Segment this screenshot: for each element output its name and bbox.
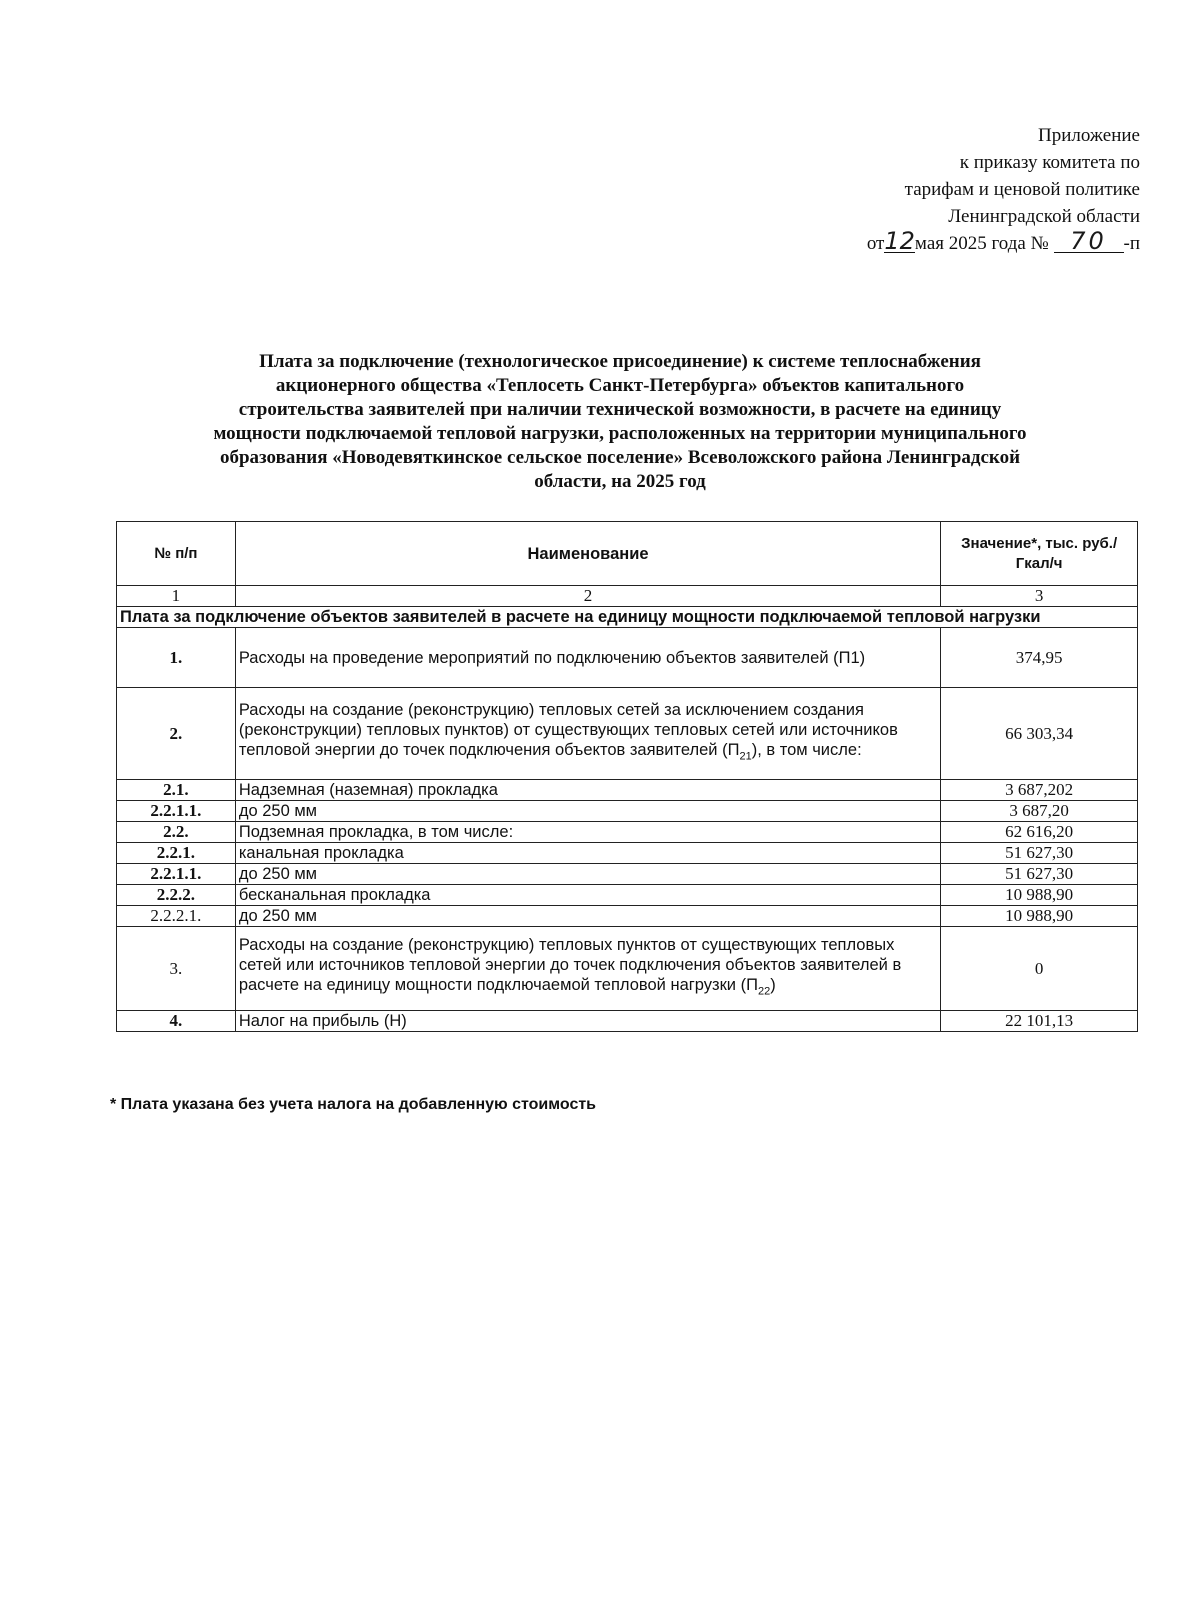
row-name [235,927,940,1011]
header-num: № п/п [117,522,236,586]
index-col-3: 3 [941,586,1138,607]
title-line-6: области, на 2025 год [534,471,706,492]
section-title: Плата за подключение объектов заявителей в расчете на единицу мощности подключаемой тепловой нагрузки [117,607,1138,628]
row-value: 62 616,20 [941,822,1138,843]
table-row [117,927,1138,1011]
table-row [117,843,1138,864]
row-name: до 250 мм [235,801,940,822]
appendix-line-4: Ленинградской области [948,206,1140,227]
appendix-order-line [866,227,1140,257]
row-num: 2.2.2.1. [117,906,236,927]
table-row [117,906,1138,927]
row-num: 2.2.1.1. [117,801,236,822]
header-row [117,522,1138,586]
table-row [117,1011,1138,1032]
row-name: Налог на прибыль (Н) [235,1011,940,1032]
title-line-2: акционерного общества «Теплосеть Санкт-Петербурга» объектов капитального [275,375,965,396]
appendix-line-2: к приказу комитета по [959,152,1140,173]
row-name-subscript: 21 [739,750,752,763]
row-name-text: Расходы на создание (реконструкцию) тепловых пунктов от существующих тепловых сетей или источников тепловой энергии до точек подключения объектов заявителей в расчете на единицу мощности подключаемой тепловой нагрузки (П [238,936,902,995]
row-name: до 250 мм [235,906,940,927]
appendix-suffix: -п [1123,233,1140,254]
title-line-3: строительства заявителей при наличии технической возможности, в расчете на единицу [238,399,1002,420]
row-name-text: Расходы на создание (реконструкцию) тепловых сетей за исключением создания (реконструкции) тепловых пунктов) от существующих тепловых сетей или источников тепловой энергии до точек подключения объектов заявителей (П [238,701,898,760]
row-name-tail: ) [770,976,776,995]
document-title [140,350,1100,494]
index-row [117,586,1138,607]
table-row [117,628,1138,688]
appendix-line-1: Приложение [1038,125,1140,146]
row-num: 1. [117,628,236,688]
row-name-subscript: 22 [757,985,771,998]
row-value: 10 988,90 [941,906,1138,927]
table-row [117,780,1138,801]
row-value: 10 988,90 [941,885,1138,906]
row-name: канальная прокладка [235,843,940,864]
row-num: 2.2.2. [117,885,236,906]
title-line-1: Плата за подключение (технологическое присоединение) к системе теплоснабжения [259,351,981,372]
table-row [117,864,1138,885]
row-value: 51 627,30 [941,864,1138,885]
row-name: Расходы на проведение мероприятий по подключению объектов заявителей (П1) [235,628,940,688]
index-col-1: 1 [117,586,236,607]
row-value: 3 687,202 [941,780,1138,801]
footnote: * Плата указана без учета налога на добавленную стоимость [110,1096,597,1113]
row-value: 3 687,20 [941,801,1138,822]
title-line-5: образования «Новодевяткинское сельское поселение» Всеволожского района Ленинградской [219,447,1021,468]
header-value: Значение*, тыс. руб./Гкал/ч [941,522,1138,586]
row-num: 2. [117,688,236,780]
row-value: 51 627,30 [941,843,1138,864]
appendix-prefix: от [866,233,885,254]
row-num: 2.2. [117,822,236,843]
tariff-table [116,521,1138,1032]
row-num: 2.1. [117,780,236,801]
row-name: Подземная прокладка, в том числе: [235,822,940,843]
table-row [117,801,1138,822]
appendix-line-3: тарифам и ценовой политике [904,179,1140,200]
header-name: Наименование [235,522,940,586]
handwritten-number: 70 [1054,230,1124,253]
row-value: 374,95 [941,628,1138,688]
row-num: 3. [117,927,236,1011]
section-row [117,607,1138,628]
index-col-2: 2 [235,586,940,607]
row-num: 2.2.1. [117,843,236,864]
appendix-block [867,122,1140,257]
appendix-middle: мая 2025 года № [914,233,1049,254]
row-value: 22 101,13 [941,1011,1138,1032]
row-num: 4. [117,1011,236,1032]
row-name: до 250 мм [235,864,940,885]
table-row [117,885,1138,906]
title-line-4: мощности подключаемой тепловой нагрузки, расположенных на территории муниципального [213,423,1027,444]
table-row [117,688,1138,780]
row-name-tail: ), в том числе: [751,741,862,760]
row-value: 0 [941,927,1138,1011]
row-num: 2.2.1.1. [117,864,236,885]
row-name: бесканальная прокладка [235,885,940,906]
handwritten-day: 12 [884,227,915,255]
row-name: Надземная (наземная) прокладка [235,780,940,801]
row-value: 66 303,34 [941,688,1138,780]
table-row [117,822,1138,843]
row-name [235,688,940,780]
